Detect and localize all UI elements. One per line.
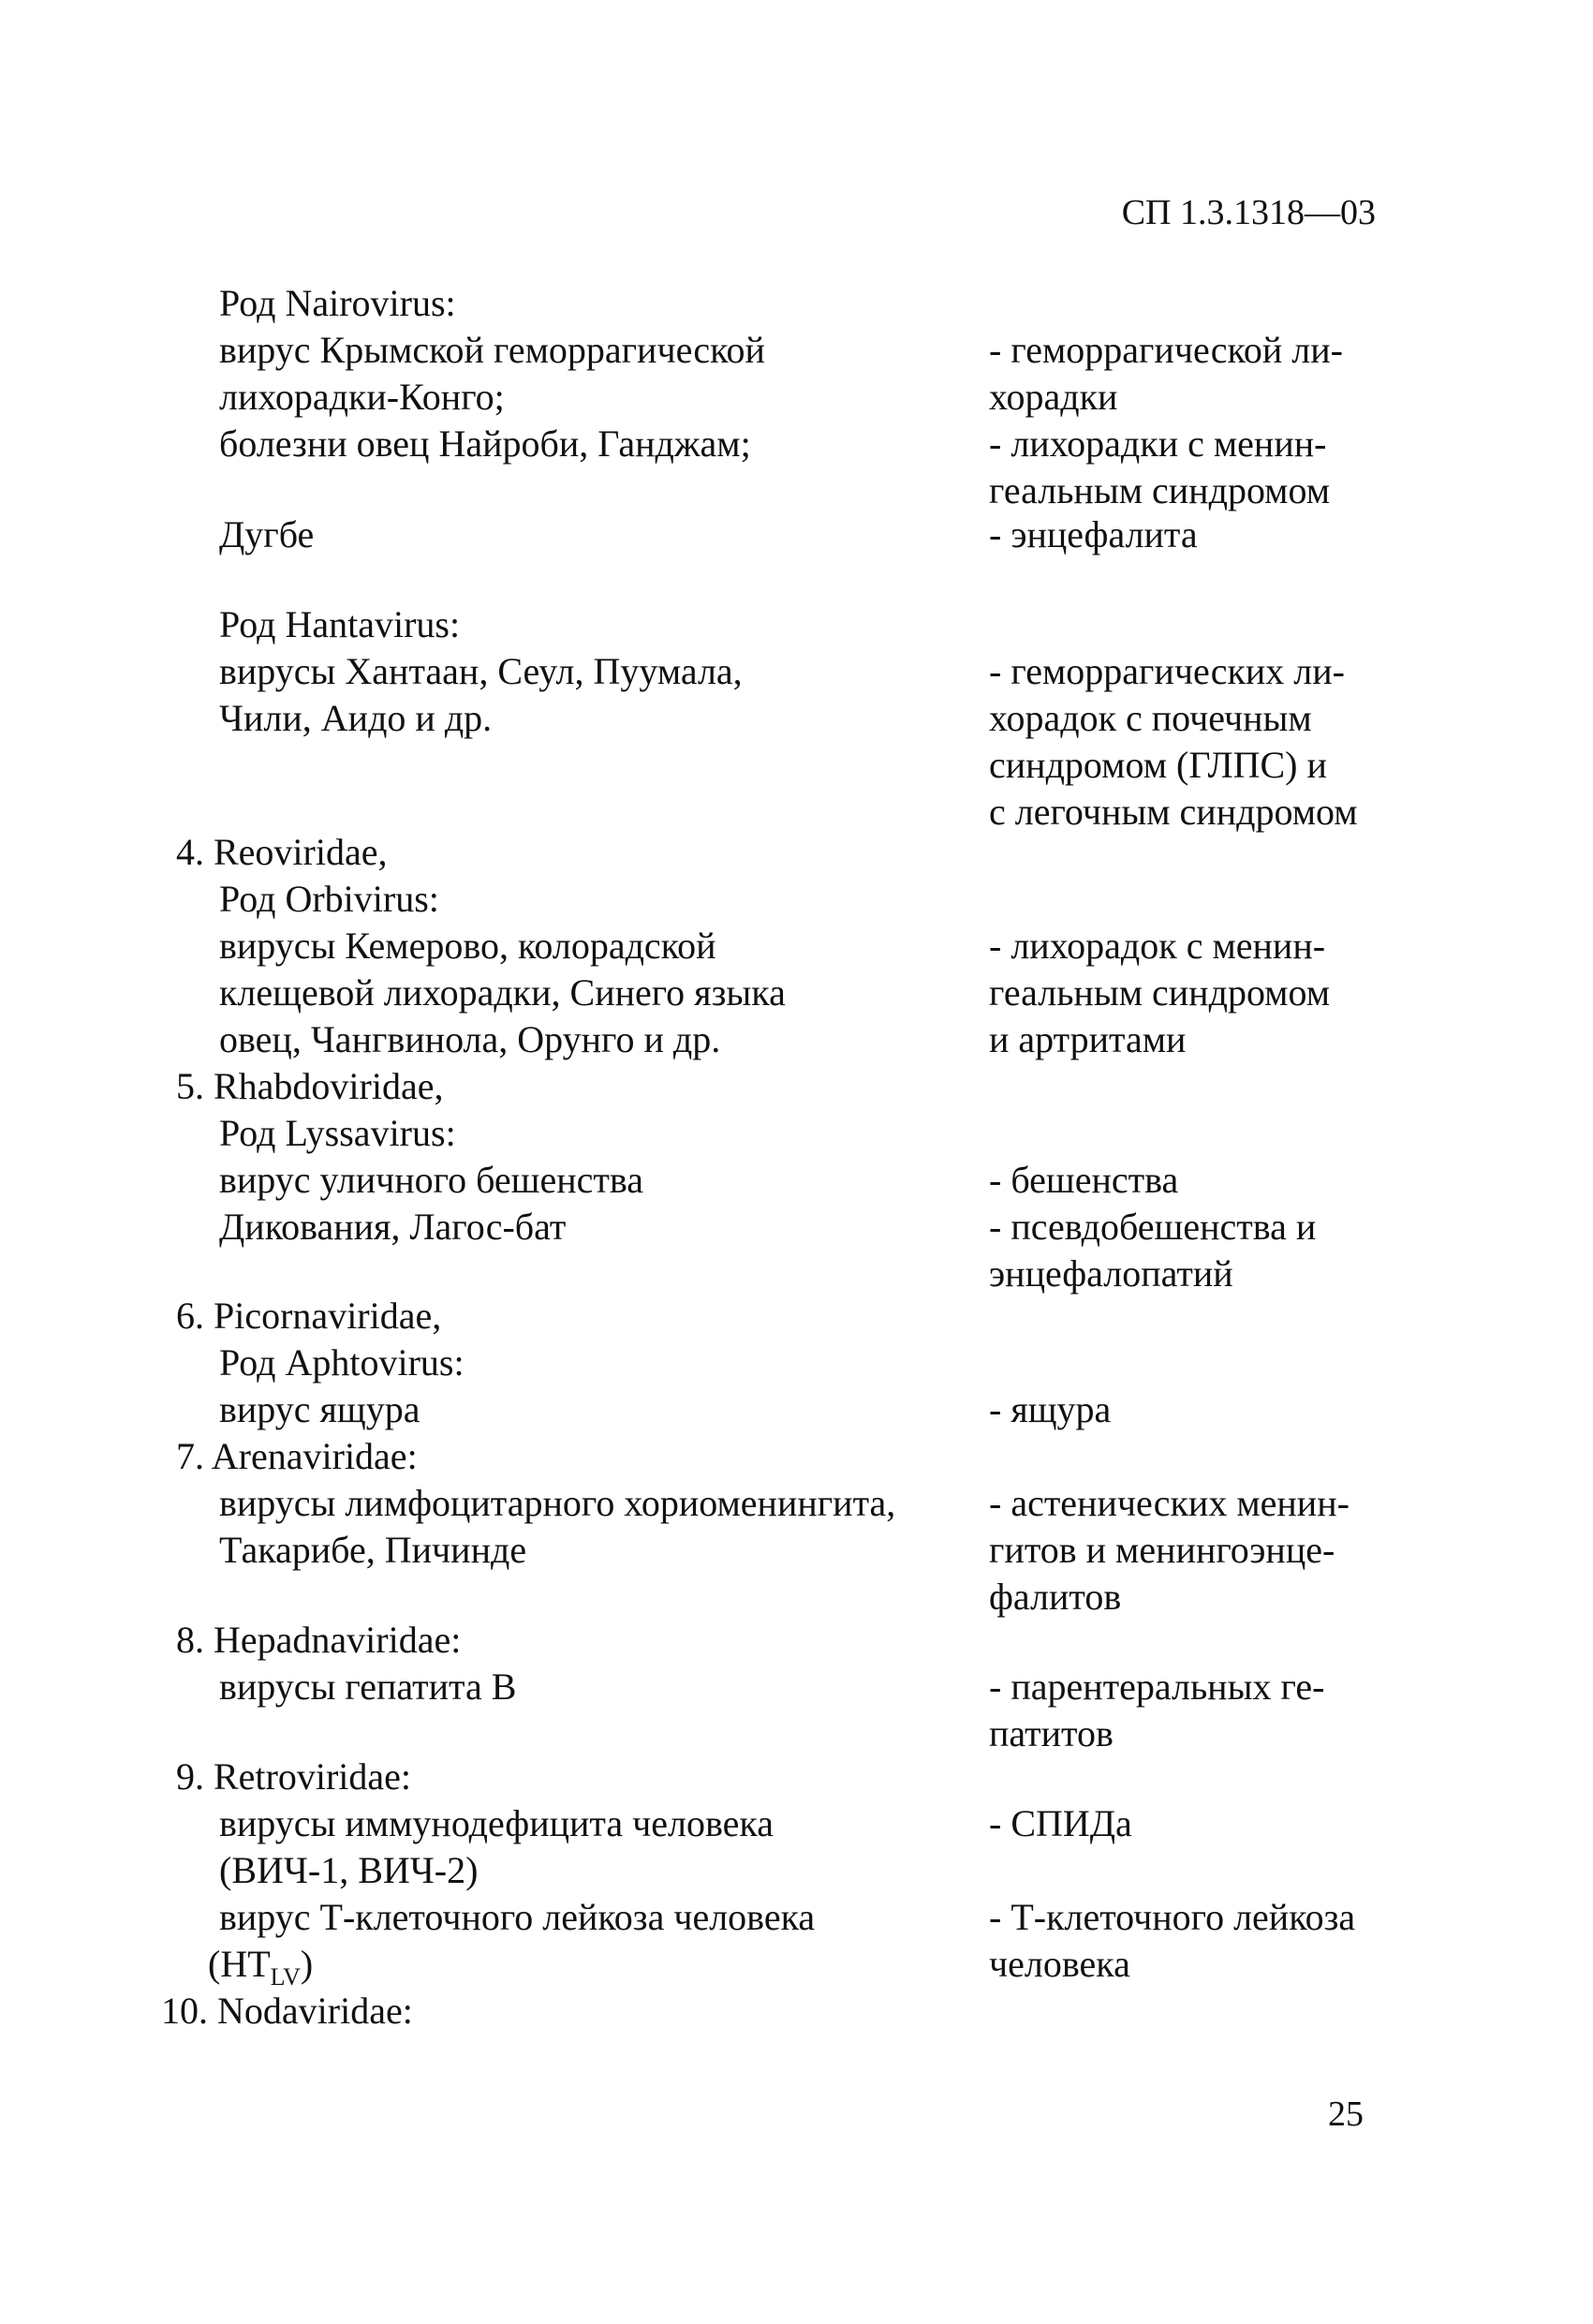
disease-line: хорадок с почечным <box>989 697 1312 739</box>
virus-line: Дугбе <box>219 513 315 555</box>
disease-line: - бешенства <box>989 1159 1179 1201</box>
disease-line: геальным синдромом <box>989 971 1331 1014</box>
disease-line: хорадки <box>989 376 1118 418</box>
disease-line: - парентеральных ге- <box>989 1665 1325 1708</box>
genus-hantavirus: Род Hantavirus: <box>219 603 461 645</box>
virus-line: овец, Чангвинола, Орунго и др. <box>219 1018 721 1060</box>
disease-line: - геморрагической ли- <box>989 329 1343 371</box>
document-code: СП 1.3.1318—03 <box>1121 193 1376 232</box>
virus-line: вирус Т-клеточного лейкоза человека <box>219 1896 816 1938</box>
page-number: 25 <box>1328 2095 1364 2134</box>
disease-line: - ящура <box>989 1388 1112 1430</box>
htlv-close: ) <box>300 1943 314 1985</box>
family-nodaviridae: 10. Nodaviridae: <box>161 1990 413 2032</box>
virus-line: вирус Крымской геморрагической <box>219 329 765 371</box>
htlv-main: (HT <box>208 1943 271 1985</box>
family-hepadnaviridae: 8. Hepadnaviridae: <box>176 1619 462 1661</box>
disease-line: геальным синдромом <box>989 469 1331 511</box>
virus-line: вирусы Хантаан, Сеул, Пуумала, <box>219 650 743 692</box>
virus-line: лихорадки-Конго; <box>219 376 505 418</box>
virus-line: клещевой лихорадки, Синего языка <box>219 971 786 1014</box>
disease-line: - псевдобешенства и <box>989 1206 1317 1248</box>
virus-line: вирусы лимфоцитарного хориоменингита, <box>219 1482 896 1524</box>
virus-line: Чили, Аидо и др. <box>219 697 493 739</box>
htlv-subscript: LV <box>270 1963 301 1991</box>
family-reoviridae: 4. Reoviridae, <box>176 831 388 873</box>
virus-line: (ВИЧ-1, ВИЧ-2) <box>219 1849 479 1891</box>
genus-lyssavirus: Род Lyssavirus: <box>219 1112 456 1154</box>
disease-line: - лихорадки с менин- <box>989 422 1327 465</box>
disease-line: - лихорадок с менин- <box>989 925 1326 967</box>
family-arenaviridae: 7. Arenaviridae: <box>176 1435 418 1477</box>
disease-line: - СПИДа <box>989 1802 1132 1844</box>
disease-line: фалитов <box>989 1576 1122 1618</box>
family-retroviridae: 9. Retroviridae: <box>176 1755 412 1798</box>
virus-line: вирусы гепатита B <box>219 1665 517 1708</box>
disease-line: синдромом (ГЛПС) и <box>989 744 1327 786</box>
virus-line: Дикования, Лагос-бат <box>219 1206 567 1248</box>
disease-line: с легочным синдромом <box>989 791 1358 833</box>
virus-line: вирус уличного бешенства <box>219 1159 643 1201</box>
virus-line: вирусы иммунодефицита человека <box>219 1802 774 1844</box>
disease-line: патитов <box>989 1712 1114 1754</box>
disease-line: энцефалопатий <box>989 1252 1233 1295</box>
family-picornaviridae: 6. Picornaviridae, <box>176 1295 442 1337</box>
virus-line: Такарибе, Пичинде <box>219 1529 527 1571</box>
genus-nairovirus: Род Nairovirus: <box>219 282 456 324</box>
genus-orbivirus: Род Orbivirus: <box>219 878 439 920</box>
disease-line: и артритами <box>989 1018 1187 1060</box>
virus-line: вирусы Кемерово, колорадской <box>219 925 716 967</box>
genus-aphtovirus: Род Aphtovirus: <box>219 1341 465 1384</box>
virus-line: вирус ящура <box>219 1388 420 1430</box>
disease-line: - Т-клеточного лейкоза <box>989 1896 1356 1938</box>
virus-line: болезни овец Найроби, Ганджам; <box>219 422 751 465</box>
disease-line: - геморрагических ли- <box>989 650 1345 692</box>
family-rhabdoviridae: 5. Rhabdoviridae, <box>176 1065 444 1107</box>
disease-line: - астенических менин- <box>989 1482 1350 1524</box>
disease-line: человека <box>989 1943 1130 1985</box>
disease-line: гитов и менингоэнце- <box>989 1529 1335 1571</box>
disease-line: - энцефалита <box>989 513 1198 555</box>
